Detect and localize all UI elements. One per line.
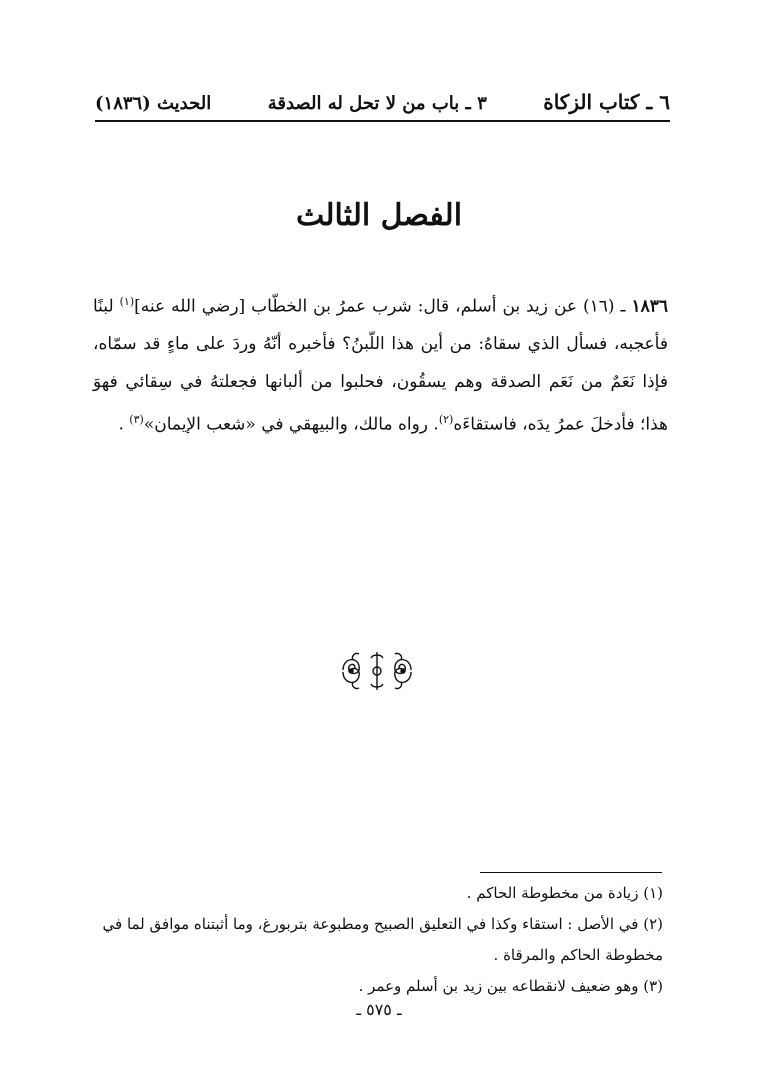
footnote-rule xyxy=(480,872,662,873)
hadith-paragraph xyxy=(93,283,668,444)
hadith-text-part-4: . xyxy=(118,414,130,435)
footnote-marker-3: (٣) xyxy=(129,413,144,427)
footnote-3: (٣) وهو ضعيف لانقطاعه بين زيد بن أسلم وعمر . xyxy=(358,977,663,995)
running-header xyxy=(95,82,670,114)
footnote-marker-1: (١) xyxy=(119,295,135,308)
footnote-marker-2: (٢) xyxy=(438,413,454,427)
ornament-icon xyxy=(337,648,417,694)
header-book-title: ٦ ـ كتاب الزكاة xyxy=(543,90,670,114)
footnote-1: (١) زيادة من مخطوطة الحاكم . xyxy=(466,884,663,902)
header-rule xyxy=(95,120,670,122)
footnote-2: (٢) في الأصل : استقاء وكذا في التعليق الصبيح ومطبوعة بتربورغ، وما أثبتناه موافق لما في مخطوطة الحاكم والمرقاة . xyxy=(102,915,663,964)
section-title: الفصل الثالث xyxy=(295,198,463,233)
page-number: ـ ٥٧٥ ـ xyxy=(356,1000,402,1019)
hadith-text-part-2: لبنًا فأعجبه، فسأل الذي سقاهُ: من أين هذا اللّبنُ؟ فأخبره أنّهُ وردَ على ماءٍ قد سمّاه، فإذا نَعَمٌ من نَعَم الصدقة وهم يسقُون، فحلبوا من ألبانها فجعلتهُ في سِقائي فهوَ هذا؛ فأدخلَ عمرُ يدَه، فاستقاءَه xyxy=(93,296,668,435)
hadith-text-part-3: . رواه مالك، والبيهقي في «شعب الإيمان» xyxy=(143,414,439,435)
footnotes xyxy=(100,878,663,1002)
header-hadith-ref: الحديث (١٨٣٦) xyxy=(95,93,212,114)
header-chapter-title: ٣ ـ باب من لا تحل له الصدقة xyxy=(267,93,487,114)
hadith-number: ١٨٣٦ xyxy=(631,296,669,317)
hadith-text-part-1: ـ (١٦) عن زيد بن أسلم، قال: شرب عمرُ بن الخطّاب [رضي الله عنه] xyxy=(134,296,632,317)
